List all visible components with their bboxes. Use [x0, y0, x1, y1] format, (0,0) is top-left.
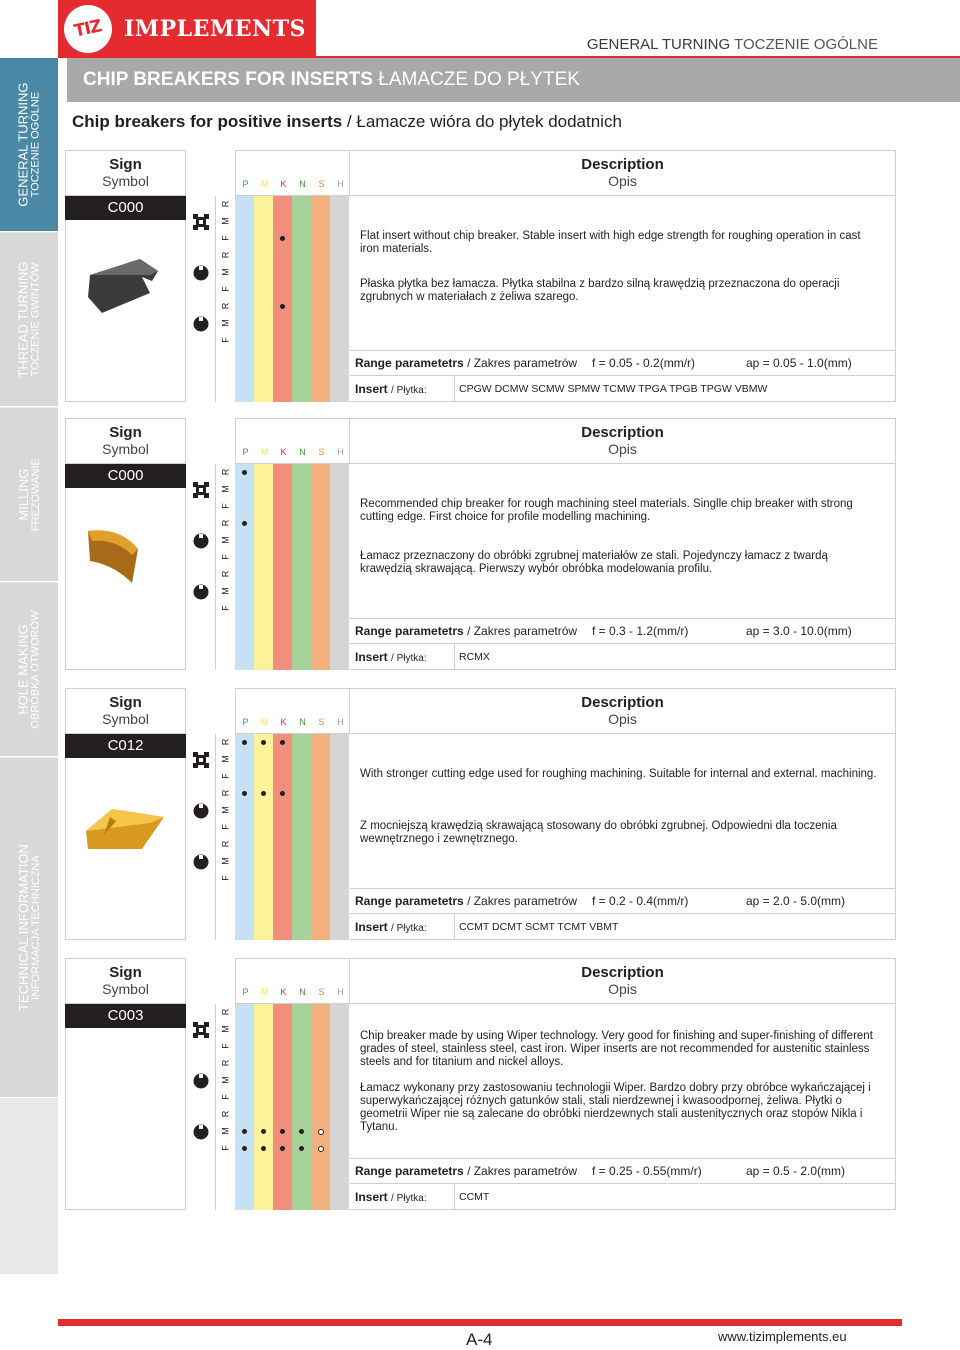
feed-value: f = 0.3 - 1.2(mm/r)	[592, 624, 689, 638]
suitability-dot	[261, 791, 266, 796]
grade-letter: F	[220, 286, 231, 292]
insert-codes: CCMT	[454, 1184, 489, 1209]
operation-grades	[216, 734, 235, 888]
material-column-K	[273, 196, 292, 402]
range-label: Range parametetrs / Zakres parametrów	[355, 1164, 578, 1178]
suitability-dot	[242, 470, 247, 475]
description-pl: Łamacz przeznaczony do obróbki zgrubnej materiałów ze stali. Pojedynczy łamacz z twardą krawędzią skrawającą. Pierwszy wybór obróbka modelowania profilu.	[360, 550, 828, 575]
sidebar-tab-4[interactable]	[0, 758, 58, 1098]
materials-header	[235, 418, 350, 464]
grade-letter: M	[220, 587, 231, 596]
material-column-P	[235, 464, 254, 670]
material-N: N	[299, 717, 306, 727]
page-number: A-4	[466, 1330, 493, 1349]
grade-letter: R	[220, 468, 231, 475]
grade-letter: R	[220, 519, 231, 527]
description-header: Description Opis	[350, 418, 896, 464]
material-column-S	[311, 196, 330, 402]
material-column-H	[330, 1004, 349, 1210]
materials-header	[235, 150, 350, 196]
screw-hole-icon	[191, 1122, 211, 1147]
clamp-icon	[191, 212, 211, 237]
screw-hole-icon	[191, 1071, 211, 1096]
depth-value: ap = 2.0 - 5.0(mm)	[746, 894, 846, 908]
suitability-dot	[242, 791, 247, 796]
insert-types	[350, 1184, 896, 1210]
material-P: P	[242, 987, 249, 997]
footer-bar	[58, 1319, 902, 1326]
description-header: Description Opis	[350, 150, 896, 196]
insert-image	[65, 220, 186, 402]
material-S: S	[318, 717, 325, 727]
grade-letter: R	[220, 738, 231, 745]
sidebar-tab-3[interactable]	[0, 583, 58, 757]
section-sidebar	[0, 58, 58, 1274]
suitability-dot	[280, 791, 285, 796]
suitability-dot	[242, 521, 247, 526]
grade-letter: R	[220, 570, 231, 578]
grade-letter: F	[220, 1145, 231, 1152]
insert-image	[65, 1028, 186, 1210]
feed-value: f = 0.05 - 0.2(mm/r)	[592, 356, 696, 370]
depth-value: ap = 3.0 - 10.0(mm)	[746, 624, 852, 638]
range-parameters	[350, 618, 896, 644]
grade-letter: M	[220, 1024, 231, 1033]
screw-hole-icon	[191, 582, 211, 607]
grade-letter: R	[220, 251, 231, 259]
screw-hole-icon	[191, 314, 211, 339]
sign-header: Sign Symbol	[65, 688, 186, 734]
sidebar-tab-label: THREAD TURNING	[15, 261, 31, 378]
grade-letter: M	[220, 806, 231, 814]
material-S: S	[318, 987, 325, 997]
material-H: H	[337, 987, 344, 997]
clamping-icons	[186, 464, 216, 670]
brand-logo[interactable]	[58, 0, 316, 58]
chip-breaker-block	[65, 418, 896, 670]
insert-codes: RCMX	[454, 644, 490, 669]
material-column-N	[292, 196, 311, 402]
sidebar-tab-sublabel: TOCZENIE OGÓLNE	[29, 91, 42, 198]
chip-breaker-code: C000	[65, 464, 186, 488]
sidebar-tab-1[interactable]	[0, 233, 58, 407]
insert-image	[65, 488, 186, 670]
material-column-M	[254, 1004, 273, 1210]
clamping-icons	[186, 734, 216, 940]
chip-breaker-code: C000	[65, 196, 186, 220]
material-column-S	[311, 464, 330, 670]
description-en: With stronger cutting edge used for roughing machining. Suitable for internal and external. machining.	[360, 768, 877, 780]
chip-breaker-block	[65, 958, 896, 1210]
tiz-logo-mark: TIZ	[64, 5, 112, 53]
clamp-icon	[191, 1020, 211, 1045]
clamp-icon	[191, 480, 211, 505]
page-subtitle: Chip breakers for positive inserts / Łamacze wióra do płytek dodatnich	[72, 112, 622, 131]
suitability-dot	[242, 740, 247, 745]
material-column-K	[273, 734, 292, 940]
sidebar-tab-label: HOLE MAKING	[15, 624, 31, 715]
material-column-N	[292, 1004, 311, 1210]
range-label: Range parametetrs / Zakres parametrów	[355, 356, 578, 370]
material-column-H	[330, 196, 349, 402]
grade-letter: F	[220, 337, 231, 344]
grade-letter: M	[220, 754, 231, 763]
material-column-H	[330, 464, 349, 670]
description-en: Flat insert without chip breaker. Stable insert with high edge strength for roughing operation in cast iron materials.	[360, 230, 861, 255]
material-K: K	[280, 179, 287, 189]
insert-label: Insert / Płytka:	[355, 920, 427, 934]
sidebar-tab-sublabel: OBRÓBKA OTWORÓW	[29, 610, 42, 729]
material-column-M	[254, 196, 273, 402]
sidebar-tab-label: GENERAL TURNING	[15, 82, 31, 207]
suitability-dot	[280, 740, 285, 745]
grade-letter: F	[220, 605, 231, 612]
website-link[interactable]: www.tizimplements.eu	[718, 1329, 847, 1344]
grade-letter: M	[220, 216, 231, 225]
range-parameters	[350, 350, 896, 376]
clamp-icon	[191, 750, 211, 775]
screw-hole-icon	[191, 531, 211, 556]
clamping-icons	[186, 1004, 216, 1210]
sidebar-tab-label: MILLING	[15, 468, 31, 521]
material-N: N	[299, 179, 306, 189]
grade-letter: F	[220, 1043, 231, 1049]
description-pl: Z mocniejszą krawędzią skrawającą stosowany do obróbki zgrubnej. Odpowiedni dla toczenia wewnętrznego i zewnętrznego.	[360, 820, 837, 845]
depth-value: ap = 0.5 - 2.0(mm)	[746, 1164, 846, 1178]
insert-label: Insert / Płytka:	[355, 382, 427, 396]
grade-letter: M	[220, 857, 231, 866]
range-label: Range parametetrs / Zakres parametrów	[355, 624, 578, 638]
insert-types	[350, 914, 896, 940]
material-column-P	[235, 734, 254, 940]
description-pl: Płaska płytka bez łamacza. Płytka stabilna z bardzo silną krawędzią przeznaczona do operacji zgrubnych w materiałach z żeliwa szarego.	[360, 278, 840, 303]
grade-letter: R	[220, 1059, 231, 1067]
insert-label: Insert / Płytka:	[355, 1190, 427, 1204]
insert-types	[350, 376, 896, 402]
material-column-N	[292, 464, 311, 670]
description-body	[350, 464, 896, 670]
description-header: Description Opis	[350, 958, 896, 1004]
material-column-K	[273, 464, 292, 670]
materials-header	[235, 958, 350, 1004]
grade-letter: F	[220, 1094, 231, 1100]
insert-types	[350, 644, 896, 670]
sidebar-tab-0[interactable]	[0, 58, 58, 232]
suitability-dot	[280, 236, 285, 241]
grade-letter: M	[220, 1076, 231, 1084]
material-column-M	[254, 464, 273, 670]
grade-letter: M	[220, 268, 231, 276]
material-N: N	[299, 447, 306, 457]
materials-header	[235, 688, 350, 734]
screw-hole-icon	[191, 263, 211, 288]
operation-grades	[216, 464, 235, 618]
insert-codes: CCMT DCMT SCMT TCMT VBMT	[454, 914, 618, 939]
description-body	[350, 196, 896, 402]
material-P: P	[242, 179, 249, 189]
description-header: Description Opis	[350, 688, 896, 734]
grade-letter: R	[220, 840, 231, 848]
material-N: N	[299, 987, 306, 997]
material-K: K	[280, 987, 287, 997]
depth-value: ap = 0.05 - 1.0(mm)	[746, 356, 852, 370]
sidebar-tab-sublabel: INFORMACJA TECHNICZNA	[29, 855, 42, 1000]
grade-letter: R	[220, 789, 231, 797]
clamping-icons	[186, 196, 216, 402]
screw-hole-icon	[191, 852, 211, 877]
material-M: M	[260, 717, 269, 727]
operation-grades	[216, 196, 235, 350]
insert-label: Insert / Płytka:	[355, 650, 427, 664]
range-parameters	[350, 1158, 896, 1184]
grade-letter: R	[220, 302, 231, 310]
operation-grades	[216, 1004, 235, 1158]
suitability-dot	[261, 740, 266, 745]
feed-value: f = 0.25 - 0.55(mm/r)	[592, 1164, 702, 1178]
material-M: M	[260, 179, 269, 189]
material-M: M	[260, 447, 269, 457]
feed-value: f = 0.2 - 0.4(mm/r)	[592, 894, 689, 908]
description-pl: Łamacz wykonany przy zastosowaniu technologii Wiper. Bardzo dobry przy obróbce wykańczającej i superwykańczającej różnych gatunków stali, stali nierdzewnej i kwasoodpornej, żeliwa. Płytki o geometrii Wiper nie są zalecane do obróbki nierdzewnych stali austenitycznych oraz stopów Nikla i Tytanu.	[360, 1082, 871, 1133]
material-H: H	[337, 179, 344, 189]
material-K: K	[280, 447, 287, 457]
chip-breaker-block	[65, 150, 896, 402]
sidebar-tab-sublabel: TOCZENIE GWINTÓW	[29, 262, 42, 377]
range-parameters	[350, 888, 896, 914]
material-column-M	[254, 734, 273, 940]
material-column-P	[235, 196, 254, 402]
insert-codes: CPGW DCMW SCMW SPMW TCMW TPGA TPGB TPGW VBMW	[454, 376, 767, 401]
grade-letter: M	[220, 319, 231, 328]
material-column-P	[235, 1004, 254, 1210]
screw-hole-icon	[191, 801, 211, 826]
chip-breaker-code: C012	[65, 734, 186, 758]
material-H: H	[337, 717, 344, 727]
insert-image	[65, 758, 186, 940]
grade-letter: F	[220, 235, 231, 241]
description-body	[350, 1004, 896, 1210]
description-en: Chip breaker made by using Wiper technology. Very good for finishing and super-finishing of different grades of steel, stainless steel, cast iron. Wiper inserts are not recommended for austenitic stainless steels and for titanium and nickel alloys.	[360, 1030, 873, 1068]
sign-header: Sign Symbol	[65, 418, 186, 464]
grade-letter: F	[220, 773, 231, 779]
section-label: GENERAL TURNING TOCZENIE OGÓLNE	[586, 36, 878, 53]
grade-letter: M	[220, 484, 231, 493]
brand-name: IMPLEMENTS	[124, 16, 306, 42]
grade-letter: F	[220, 875, 231, 882]
description-en: Recommended chip breaker for rough machining steel materials. Singlle chip breaker with strong cutting edge. First choice for profile modelling machining.	[360, 498, 853, 523]
grade-letter: F	[220, 503, 231, 509]
grade-letter: M	[220, 1127, 231, 1136]
sidebar-tab-label: TECHNICAL INFORMATION	[15, 844, 31, 1011]
material-column-S	[311, 1004, 330, 1210]
sidebar-tab-sublabel: FREZOWANIE	[29, 458, 42, 531]
material-column-S	[311, 734, 330, 940]
material-K: K	[280, 717, 287, 727]
material-P: P	[242, 447, 249, 457]
grade-letter: F	[220, 824, 231, 830]
material-column-K	[273, 1004, 292, 1210]
sign-header: Sign Symbol	[65, 150, 186, 196]
material-P: P	[242, 717, 249, 727]
page-title: CHIP BREAKERS FOR INSERTS ŁAMACZE DO PŁYTEK	[67, 58, 960, 102]
material-S: S	[318, 179, 325, 189]
chip-breaker-block	[65, 688, 896, 940]
material-H: H	[337, 447, 344, 457]
material-S: S	[318, 447, 325, 457]
grade-letter: F	[220, 554, 231, 560]
sign-header: Sign Symbol	[65, 958, 186, 1004]
chip-breaker-code: C003	[65, 1004, 186, 1028]
material-M: M	[260, 987, 269, 997]
grade-letter: R	[220, 200, 231, 207]
grade-letter: R	[220, 1008, 231, 1015]
material-column-H	[330, 734, 349, 940]
material-column-N	[292, 734, 311, 940]
description-body	[350, 734, 896, 940]
grade-letter: R	[220, 1110, 231, 1118]
range-label: Range parametetrs / Zakres parametrów	[355, 894, 578, 908]
sidebar-tab-2[interactable]	[0, 408, 58, 582]
grade-letter: M	[220, 536, 231, 544]
